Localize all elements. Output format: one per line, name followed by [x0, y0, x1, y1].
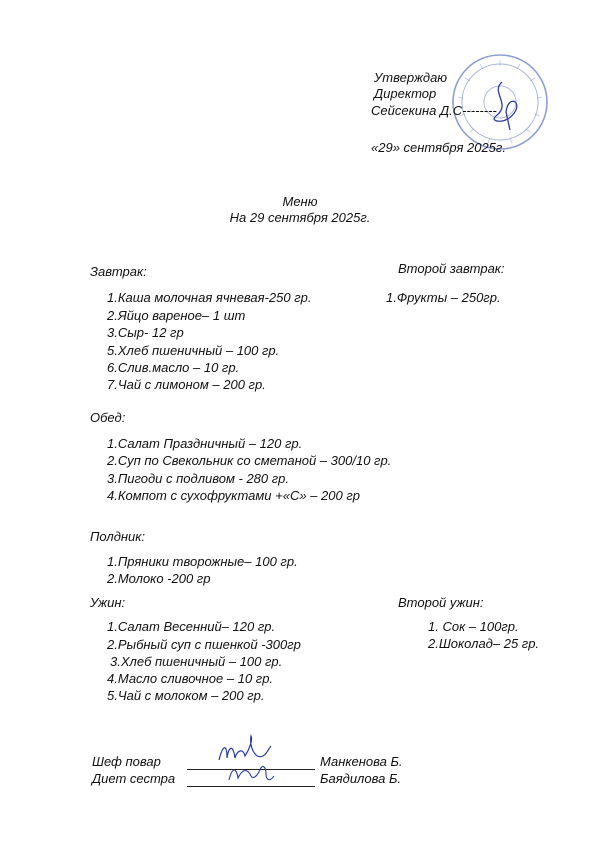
list-item: 2.Рыбный суп с пшенкой -300гр	[107, 637, 301, 652]
list-item: 1. Сок – 100гр.	[428, 619, 519, 634]
list-item: 3.Сыр- 12 гр	[107, 325, 184, 340]
list-item: 3.Хлеб пшеничный – 100 гр.	[110, 654, 283, 669]
second-breakfast-heading: Второй завтрак:	[398, 261, 505, 276]
list-item: 5.Хлеб пшеничный – 100 гр.	[107, 343, 280, 358]
dietitian-signature-line	[187, 786, 315, 787]
menu-title: Меню	[282, 194, 318, 209]
approval-date: «29» сентября 2025г.	[371, 140, 506, 155]
dietitian-name: Баядилова Б.	[320, 771, 402, 786]
chef-name: Манкенова Б.	[320, 754, 403, 769]
dinner-heading: Ужин:	[90, 595, 126, 610]
second-dinner-heading: Второй ужин:	[398, 595, 484, 610]
list-item: 2.Яйцо вареное– 1 шт	[107, 308, 246, 323]
lunch-heading: Обед:	[90, 410, 126, 425]
chef-label: Шеф повар	[92, 754, 161, 769]
approval-position: Директор	[374, 86, 437, 101]
list-item: 2.Молоко -200 гр	[107, 571, 211, 586]
list-item: 1.Фрукты – 250гр.	[386, 290, 501, 305]
list-item: 1.Салат Праздничный – 120 гр.	[107, 436, 303, 451]
approval-name: Сейсекина Д.С--------	[371, 103, 497, 118]
dietitian-signature	[226, 760, 276, 786]
list-item: 6.Слив.масло – 10 гр.	[107, 360, 240, 375]
list-item: 2.Шоколад– 25 гр.	[428, 636, 540, 651]
official-stamp	[450, 52, 550, 152]
list-item: 7.Чай с лимоном – 200 гр.	[107, 377, 266, 392]
list-item: 1.Каша молочная ячневая-250 гр.	[107, 290, 312, 305]
approval-approve: Утверждаю	[374, 70, 448, 85]
list-item: 4.Масло сливочное – 10 гр.	[107, 671, 274, 686]
list-item: 1.Пряники творожные– 100 гр.	[107, 554, 298, 569]
list-item: 2.Суп по Свекольник со сметаной – 300/10 гр.	[107, 453, 392, 468]
list-item: 1.Салат Весенний– 120 гр.	[107, 619, 276, 634]
snack-heading: Полдник:	[90, 529, 146, 544]
list-item: 3.Пигоди с подливом - 280 гр.	[107, 471, 290, 486]
breakfast-heading: Завтрак:	[90, 264, 147, 279]
menu-date: На 29 сентября 2025г.	[229, 210, 371, 225]
dietitian-label: Диет сестра	[92, 771, 176, 786]
list-item: 4.Компот с сухофруктами +«С» – 200 гр	[107, 488, 360, 503]
list-item: 5.Чай с молоком – 200 гр.	[107, 688, 265, 703]
